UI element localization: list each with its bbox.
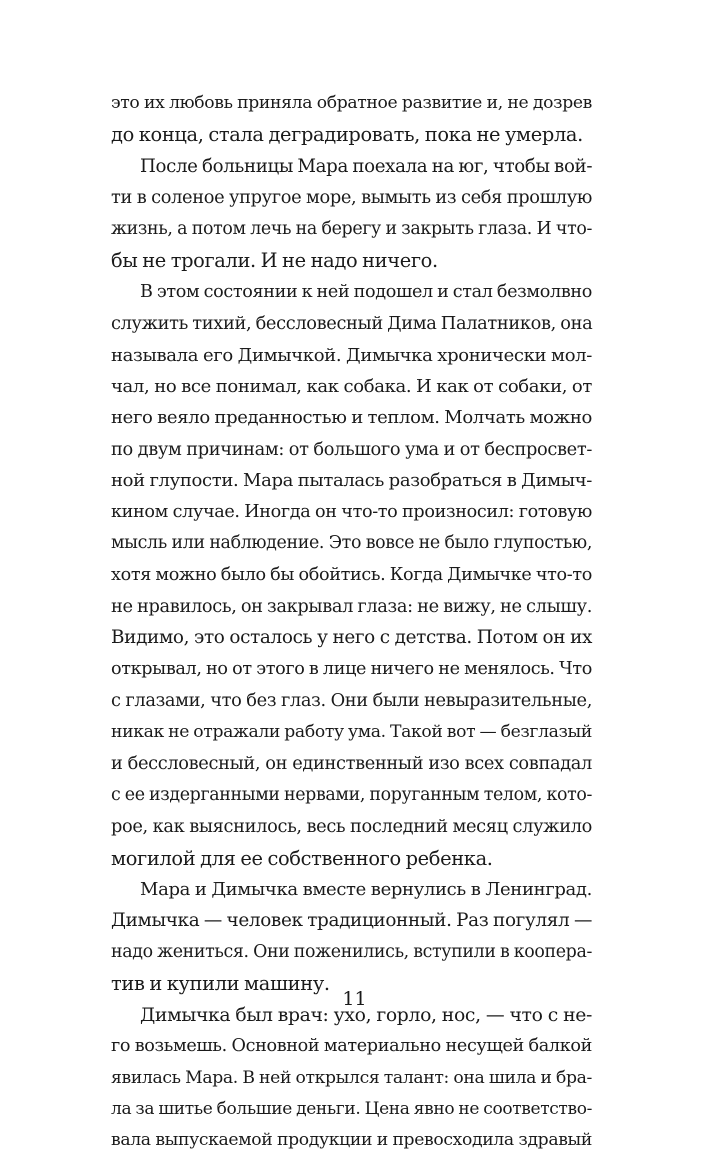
page-number: 11 (342, 988, 367, 1010)
text-line: бы не трогали. И не надо ничего. (111, 249, 438, 273)
text-line: Видимо, это осталось у него с детства. Потом он их (111, 627, 592, 649)
text-line: После больницы Мара поехала на юг, чтобы вой- (140, 155, 593, 177)
text-line: хотя можно было бы обойтись. Когда Димычке что-то (111, 564, 592, 585)
text-line: Димычка был врач: ухо, горло, нос, — что с не- (140, 1004, 592, 1026)
text-line: служить тихий, бессловесный Дима Палатников, она (111, 313, 593, 335)
text-line: никак не отражали работу ума. Такой вот — безглазый (111, 721, 592, 742)
text-line: с глазами, что без глаз. Они были невыразительные, (111, 690, 592, 712)
text-line: рое, как выяснилось, весь последний месяц служило (111, 816, 592, 838)
text-line: тив и купили машину. (111, 972, 330, 996)
text-line: кином случае. Иногда он что-то произносил: готовую (111, 501, 592, 522)
text-line: В этом состоянии к ней подошел и стал безмолвно (140, 281, 592, 302)
text-line: это их любовь приняла обратное развитие и, не дозрев (111, 93, 592, 113)
text-line: и бессловесный, он единственный изо всех совпадал (111, 753, 592, 775)
text-line: надо жениться. Они поженились, вступили в коопера- (111, 941, 592, 962)
text-line: ла за шитье большие деньги. Цена явно не соответство- (111, 1099, 592, 1119)
text-line: называла его Димычкой. Димычка хронически мол- (111, 344, 592, 366)
text-line: с ее издерганными нервами, поруганным телом, кото- (111, 784, 592, 805)
text-line: могилой для ее собственного ребенка. (111, 846, 493, 870)
text-line: Мара и Димычка вместе вернулись в Ленинград. (140, 878, 592, 900)
text-line: явилась Мара. В ней открылся талант: она шила и бра- (111, 1067, 592, 1088)
text-line: го возьмешь. Основной материально несущей балкой (111, 1036, 592, 1057)
text-line: по двум причинам: от большого ума и от беспросвет- (111, 438, 592, 460)
text-line: Димычка — человек традиционный. Раз погулял — (111, 910, 592, 932)
text-line: открывал, но от этого в лице ничего не менялось. Что (111, 658, 592, 679)
text-line: не нравилось, он закрывал глаза: не вижу, не слышу. (111, 596, 592, 617)
text-line: ти в соленое упругое море, вымыть из себя прошлую (111, 187, 592, 209)
text-line: вала выпускаемой продукции и превосходила здравый (111, 1130, 592, 1151)
text-line: него веяло преданностью и теплом. Молчать можно (111, 407, 592, 429)
text-line: жизнь, а потом лечь на берегу и закрыть глаза. И что- (111, 218, 592, 239)
text-line: мысль или наблюдение. Это вовсе не было глупостью, (111, 533, 592, 554)
text-line: чал, но все понимал, как собака. И как от собаки, от (111, 375, 592, 397)
text-line: до конца, стала деградировать, пока не умерла. (111, 123, 583, 147)
text-line: ной глупости. Мара пыталась разобраться в Димыч- (111, 470, 592, 492)
